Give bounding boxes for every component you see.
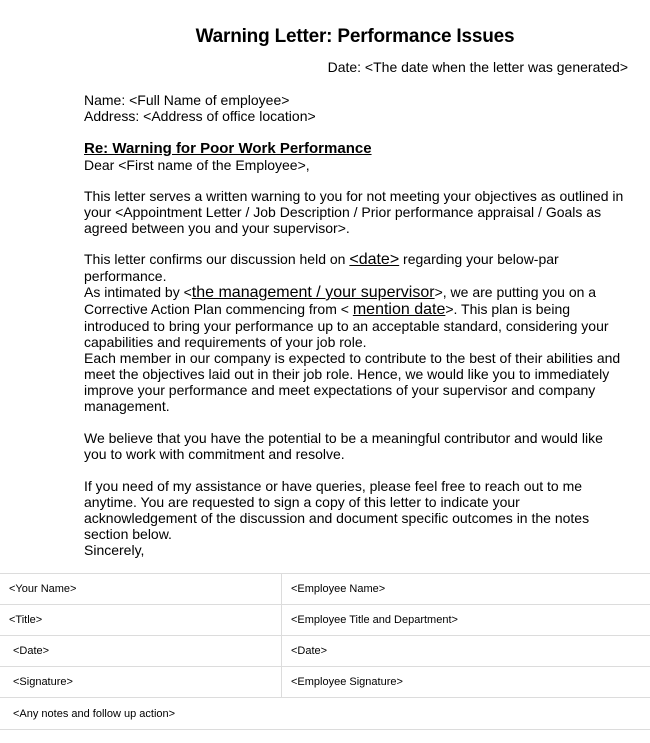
table-row xyxy=(0,574,650,605)
closing: Sincerely, xyxy=(84,542,145,558)
employee-name-cell: <Employee Name> xyxy=(282,574,650,605)
table-row xyxy=(0,667,650,698)
salutation: Dear <First name of the Employee>, xyxy=(84,157,310,173)
recipient-block xyxy=(84,92,629,124)
table-row xyxy=(0,636,650,667)
mention-date-field: mention date xyxy=(352,301,446,318)
name-line: Name: <Full Name of employee> xyxy=(84,92,290,108)
subject-heading: Re: Warning for Poor Work Performance xyxy=(84,140,372,157)
employee-date-cell: <Date> xyxy=(282,636,650,667)
date-field: <date> xyxy=(349,251,400,268)
signature-table xyxy=(0,573,650,730)
your-name-cell: <Your Name> xyxy=(0,574,282,605)
notes-cell: <Any notes and follow up action> xyxy=(0,698,650,730)
paragraph-2b: As intimated by <the management / your supervisor>, we are putting you on a Corrective Action Plan commencing from < mention date>. This plan is being introduced to bring your performance up to an acceptable standard, considering your capabilities and requirements of your job role. xyxy=(84,284,609,350)
paragraph-2c: Each member in our company is expected to contribute to the best of their abilities and meet the objectives laid out in their job role. Hence, we would like you to immediately improve your performance and meet expectations of your supervisor and company management. xyxy=(84,350,621,414)
table-row xyxy=(0,698,650,730)
subject-block xyxy=(84,140,629,173)
letter-title: Warning Letter: Performance Issues xyxy=(195,26,515,47)
employee-title-cell: <Employee Title and Department> xyxy=(282,605,650,636)
date-cell: <Date> xyxy=(0,636,282,667)
paragraph-2a: This letter confirms our discussion held on <date> regarding your below-par performance. xyxy=(84,251,559,284)
date-line: Date: <The date when the letter was generated> xyxy=(327,59,628,75)
paragraph-2 xyxy=(84,251,629,414)
title-cell: <Title> xyxy=(0,605,282,636)
supervisor-field: the management / your supervisor xyxy=(191,284,435,301)
paragraph-1: This letter serves a written warning to you for not meeting your objectives as outlined in your <Appointment Letter / Job Description / Prior performance appraisal / Goals as agreed between you and your supervisor>. xyxy=(84,188,624,236)
address-line: Address: <Address of office location> xyxy=(84,108,316,124)
paragraph-4: If you need of my assistance or have queries, please feel free to reach out to me anytime. You are requested to sign a copy of this letter to indicate your acknowledgement of the discussion and document specific outcomes in the notes section below. xyxy=(84,478,590,542)
table-row xyxy=(0,605,650,636)
employee-signature-cell: <Employee Signature> xyxy=(282,667,650,698)
paragraph-3: We believe that you have the potential to be a meaningful contributor and would like you to work with commitment and resolve. xyxy=(84,430,603,462)
signature-cell: <Signature> xyxy=(0,667,282,698)
